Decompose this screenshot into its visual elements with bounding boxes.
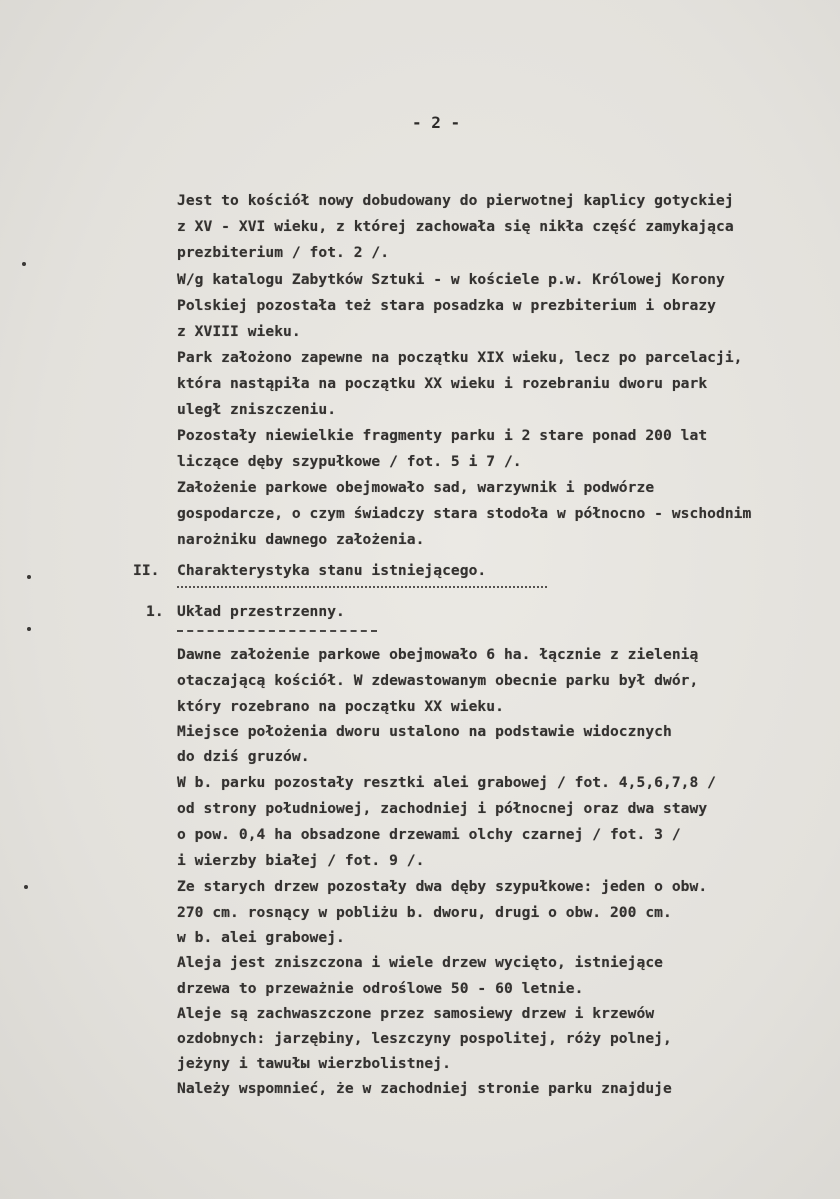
text-line: która nastąpiła na początku XX wieku i rozebraniu dworu park — [177, 375, 708, 392]
text-line: Aleje są zachwaszczone przez samosiewy drzew i krzewów — [177, 1005, 655, 1022]
text-line: Aleja jest zniszczona i wiele drzew wycięto, istniejące — [177, 954, 663, 971]
text-line: Należy wspomnieć, że w zachodniej stronie parku znajduje — [177, 1080, 672, 1097]
text-line: Polskiej pozostała też stara posadzka w prezbiterium i obrazy — [177, 297, 717, 314]
text-line: gospodarcze, o czym świadczy stara stodoła w północno - wschodnim — [177, 505, 752, 522]
text-line: Pozostały niewielkie fragmenty parku i 2 stare ponad 200 lat — [177, 427, 708, 444]
subsection-number: 1. — [146, 603, 164, 620]
margin-dot — [27, 575, 31, 579]
text-line: Dawne założenie parkowe obejmowało 6 ha. łącznie z zielenią — [177, 646, 699, 663]
text-line: Jest to kościół nowy dobudowany do pierwotnej kaplicy gotyckiej — [177, 192, 734, 209]
text-line: prezbiterium / fot. 2 /. — [177, 244, 390, 261]
section-number: II. — [133, 562, 160, 579]
text-line: 270 cm. rosnący w pobliżu b. dworu, drugi o obw. 200 cm. — [177, 904, 672, 921]
text-line: z XV - XVI wieku, z której zachowała się nikła część zamykająca — [177, 218, 734, 235]
text-line: otaczającą kościół. W zdewastowanym obecnie parku był dwór, — [177, 672, 699, 689]
text-line: ozdobnych: jarzębiny, leszczyny pospolitej, róży polnej, — [177, 1030, 672, 1047]
text-line: w b. alei grabowej. — [177, 929, 345, 946]
text-line: który rozebrano na początku XX wieku. — [177, 698, 504, 715]
page-number: - 2 - — [412, 113, 461, 132]
subsection-title: Układ przestrzenny. — [177, 603, 345, 620]
text-line: Ze starych drzew pozostały dwa dęby szypułkowe: jeden o obw. — [177, 878, 708, 895]
text-line: Park założono zapewne na początku XIX wieku, lecz po parcelacji, — [177, 349, 743, 366]
section-title: Charakterystyka stanu istniejącego. — [177, 562, 487, 579]
text-line: liczące dęby szypułkowe / fot. 5 i 7 /. — [177, 453, 522, 470]
section-underline — [177, 586, 547, 588]
text-line: narożniku dawnego założenia. — [177, 531, 425, 548]
margin-dot — [22, 262, 26, 266]
text-line: od strony południowej, zachodniej i północnej oraz dwa stawy — [177, 800, 708, 817]
text-line: Miejsce położenia dworu ustalono na podstawie widocznych — [177, 723, 672, 740]
text-line: jeżyny i tawułы wierzbolistnej. — [177, 1055, 451, 1072]
text-line: i wierzby białej / fot. 9 /. — [177, 852, 425, 869]
text-line: drzewa to przeważnie odroślowe 50 - 60 letnie. — [177, 980, 584, 997]
text-line: Założenie parkowe obejmowało sad, warzywnik i podwórze — [177, 479, 655, 496]
subsection-underline — [177, 630, 377, 632]
text-line: W b. parku pozostały resztki alei grabowej / fot. 4,5,6,7,8 / — [177, 774, 717, 791]
text-line: W/g katalogu Zabytków Sztuki - w kościele p.w. Królowej Korony — [177, 271, 725, 288]
text-line: uległ zniszczeniu. — [177, 401, 337, 418]
text-line: o pow. 0,4 ha obsadzone drzewami olchy czarnej / fot. 3 / — [177, 826, 681, 843]
text-line: do dziś gruzów. — [177, 748, 310, 765]
text-line: z XVIII wieku. — [177, 323, 301, 340]
margin-dot — [24, 885, 28, 889]
margin-dot — [27, 627, 31, 631]
